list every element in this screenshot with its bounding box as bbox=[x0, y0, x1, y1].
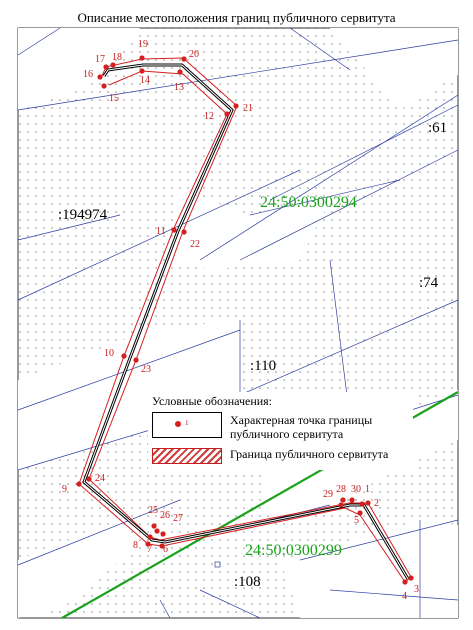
point-label-7: 7 bbox=[147, 544, 152, 555]
point-18-marker bbox=[110, 62, 115, 67]
point-label-10: 10 bbox=[104, 348, 114, 359]
point-label-26: 26 bbox=[160, 510, 170, 521]
point-26-marker bbox=[154, 528, 159, 533]
point-15-marker bbox=[101, 83, 106, 88]
point-label-25: 25 bbox=[148, 505, 158, 516]
point-4-marker bbox=[402, 579, 407, 584]
point-13-marker bbox=[177, 69, 182, 74]
point-label-27: 27 bbox=[173, 513, 183, 524]
parcel-label-108: :108 bbox=[234, 574, 261, 590]
point-label-16: 16 bbox=[83, 69, 93, 80]
point-21-marker bbox=[233, 103, 238, 108]
point-29-marker bbox=[338, 502, 343, 507]
point-28-marker bbox=[340, 497, 345, 502]
quarter-label-0300294: 24:50:0300294 bbox=[260, 194, 357, 211]
point-16-marker bbox=[97, 74, 102, 79]
point-label-23: 23 bbox=[141, 364, 151, 375]
legend-title: Условные обозначения: bbox=[152, 394, 273, 408]
point-label-14: 14 bbox=[140, 75, 150, 86]
point-label-11: 11 bbox=[156, 226, 166, 237]
point-label-1: 1 bbox=[365, 484, 370, 495]
legend-point-text: Характерная точка границы публичного сервитута bbox=[230, 413, 373, 441]
point-12-marker bbox=[224, 111, 229, 116]
point-11-marker bbox=[171, 227, 176, 232]
legend-boundary-text: Граница публичного сервитута bbox=[230, 447, 389, 461]
point-1-marker bbox=[359, 501, 364, 506]
point-label-29: 29 bbox=[323, 489, 333, 500]
point-label-17: 17 bbox=[95, 54, 105, 65]
point-24-marker bbox=[86, 476, 91, 481]
point-label-21: 21 bbox=[243, 103, 253, 114]
parcel-label-194974: :194974 bbox=[58, 207, 108, 223]
point-20-marker bbox=[181, 56, 186, 61]
point-label-8: 8 bbox=[133, 540, 138, 551]
point-label-4: 4 bbox=[402, 591, 407, 602]
point-label-28: 28 bbox=[336, 484, 346, 495]
point-label-9: 9 bbox=[62, 484, 67, 495]
legend-point-sample-box bbox=[152, 412, 222, 438]
point-label-12: 12 bbox=[204, 111, 214, 122]
parcel-label-61: :61 bbox=[428, 120, 448, 136]
point-label-18: 18 bbox=[112, 52, 122, 63]
point-label-13: 13 bbox=[174, 82, 184, 93]
point-label-15: 15 bbox=[109, 93, 119, 104]
parcel-label-74: :74 bbox=[419, 275, 439, 291]
point-27-marker bbox=[160, 531, 165, 536]
map-title: Описание местоположения границ публичного сервитута bbox=[77, 10, 396, 25]
point-label-24: 24 bbox=[95, 473, 105, 484]
legend-point-dot bbox=[175, 421, 181, 427]
point-25-marker bbox=[151, 523, 156, 528]
point-label-6: 6 bbox=[163, 544, 168, 555]
legend-boundary-swatch bbox=[152, 448, 222, 464]
point-17-marker bbox=[103, 64, 108, 69]
point-7-marker bbox=[147, 534, 152, 539]
point-label-22: 22 bbox=[190, 239, 200, 250]
parcel-label-110: :110 bbox=[250, 358, 277, 374]
point-19-marker bbox=[139, 55, 144, 60]
legend-point-sample-label: 1 bbox=[185, 419, 189, 427]
point-label-2: 2 bbox=[374, 498, 379, 509]
point-2-marker bbox=[365, 500, 370, 505]
point-10-marker bbox=[121, 353, 126, 358]
quarter-label-0300299: 24:50:0300299 bbox=[245, 542, 342, 559]
point-label-30: 30 bbox=[351, 484, 361, 495]
point-30-marker bbox=[349, 497, 354, 502]
point-label-3: 3 bbox=[414, 584, 419, 595]
point-22-marker bbox=[181, 229, 186, 234]
point-label-19: 19 bbox=[138, 39, 148, 50]
point-9-marker bbox=[76, 481, 81, 486]
point-23-marker bbox=[133, 357, 138, 362]
point-3-marker bbox=[408, 575, 413, 580]
point-14-marker bbox=[139, 68, 144, 73]
legend bbox=[148, 392, 413, 470]
point-label-5: 5 bbox=[354, 515, 359, 526]
point-label-20: 20 bbox=[189, 49, 199, 60]
